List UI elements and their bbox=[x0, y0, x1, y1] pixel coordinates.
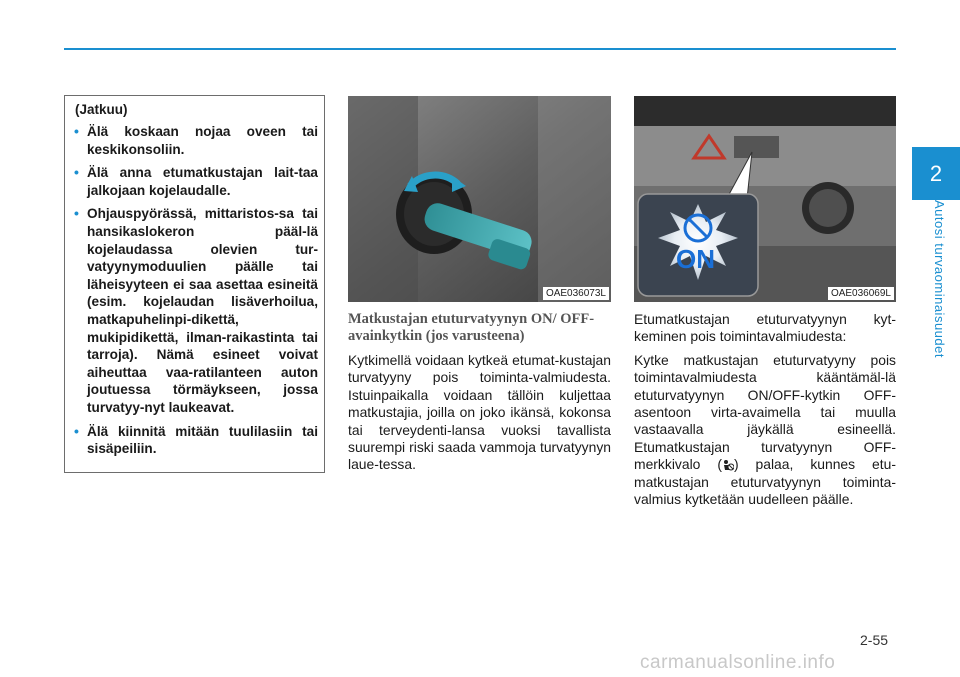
on-indicator-label: ON bbox=[676, 244, 715, 274]
watermark: carmanualsonline.info bbox=[640, 652, 836, 673]
section-heading: Matkustajan etuturvatyynyn ON/ OFF-avainkytkin (jos varusteena) bbox=[348, 311, 595, 344]
warning-item: • Älä anna etumatkustajan lait-taa jalkojaan kojelaudalle. bbox=[74, 164, 318, 198]
chapter-title-rail bbox=[919, 200, 947, 440]
figure-code: OAE036073L bbox=[543, 287, 609, 300]
airbag-off-indicator-icon bbox=[722, 459, 734, 471]
warning-heading: (Jatkuu) bbox=[75, 102, 128, 117]
figure-code: OAE036069L bbox=[828, 287, 894, 300]
bullet-icon: • bbox=[74, 422, 79, 439]
page-number: 2-55 bbox=[860, 632, 889, 648]
warning-box bbox=[64, 95, 325, 473]
chapter-tab bbox=[912, 147, 960, 200]
header-rule bbox=[64, 48, 896, 50]
chapter-number: 2 bbox=[929, 160, 943, 186]
warning-item: • Älä kiinnitä mitään tuulilasiin tai sisäpeiliin. bbox=[74, 422, 318, 457]
right-paragraph-1: Etumatkustajan etuturvatyynyn kyt-keminen pois toimintavalmiudesta: bbox=[634, 311, 896, 345]
warning-item: • Ohjauspyörässä, mittaristos-sa tai hansikaslokeron pääl-lä kojelaudassa olevien tur-vatyynymoduulien päälle tai läheisyyteen ei saa asettaa esineitä (esim. kojelaudan lisäverhoilua, matkapuhelinpi-dikettä, mukipidikettä, ilman-raikastinta tai tarroja). Nämä esineet voivat aiheuttaa vaa-ratilanteen auton joutuessa törmäykseen, jossa turvatyy-nyt laukeavat. bbox=[74, 205, 318, 415]
right-paragraph-2: Kytke matkustajan etuturvatyyny pois toimintavalmiudesta kääntämäl-lä etuturvatyynyn ON/OFF-kytkin OFF-asentoon virta-avaimella tai muulla vastaavalla jäykällä esineellä. Etumatkustajan turvatyynyn OFF-merkkivalo ( ) palaa, kunnes etu-matkustajan etuturvatyynyn toiminta-valmius kytketään uudelleen päälle. bbox=[634, 351, 896, 508]
warning-item: • Älä koskaan nojaa oveen tai keskikonsoliin. bbox=[74, 123, 318, 157]
key-switch-photo bbox=[348, 96, 611, 302]
section-body: Kytkimellä voidaan kytkeä etumat-kustajan turvatyyny pois toiminta-valmiudesta. Istuinpaikalla voidaan tällöin kuljettaa matkustajia, joilla on joko ikänsä, kokonsa tai terveydenti-lansa vuoksi tavallista suurempi riski saada vammoja turvatyynyn laue-tessa. bbox=[348, 352, 611, 473]
bullet-icon: • bbox=[74, 205, 79, 222]
bullet-icon: • bbox=[74, 164, 79, 181]
warning-list bbox=[75, 123, 318, 458]
section-column bbox=[348, 311, 611, 480]
right-column bbox=[634, 311, 896, 514]
bullet-icon: • bbox=[74, 123, 79, 139]
dashboard-photo bbox=[634, 96, 896, 302]
chapter-title: Autosi turvaominaisuudet bbox=[932, 200, 947, 358]
